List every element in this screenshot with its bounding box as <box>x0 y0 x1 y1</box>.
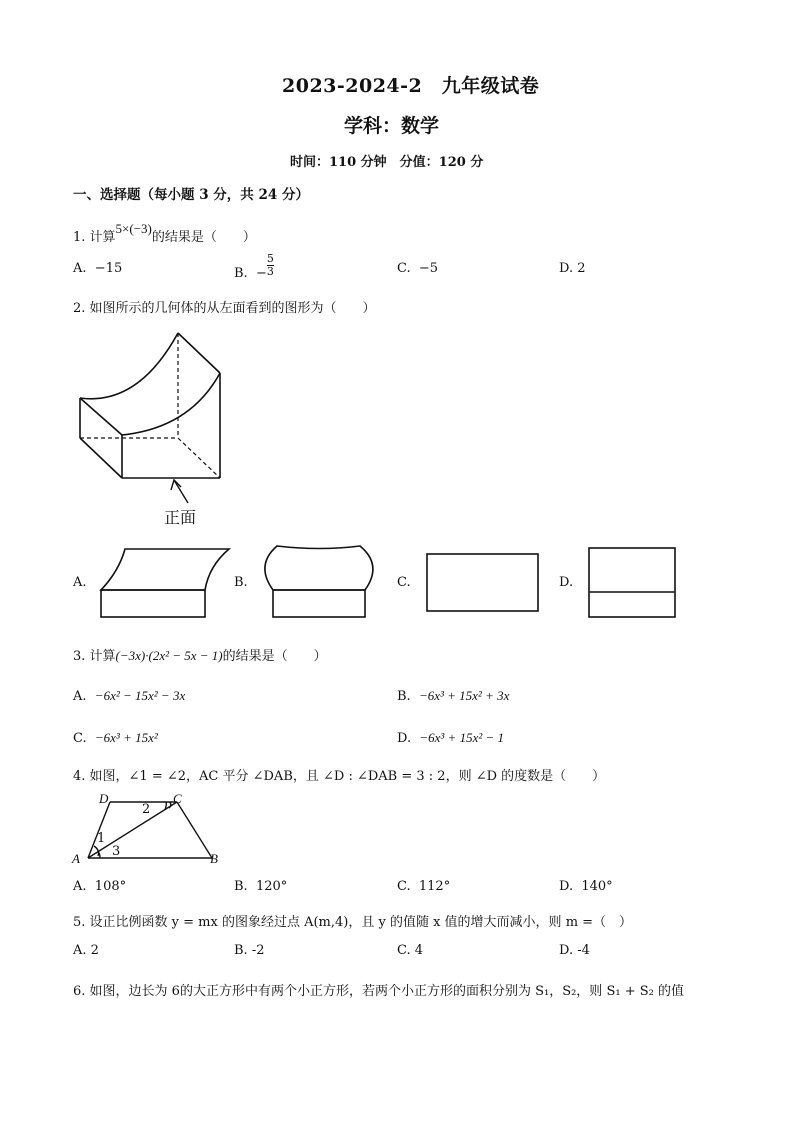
q2-option-b-label: B. <box>234 575 248 590</box>
q5-option-d <box>559 943 590 958</box>
q3-option-b <box>397 688 509 704</box>
option-label: B. <box>234 943 248 958</box>
option-text: 120° <box>255 879 288 894</box>
q1-option-d <box>559 261 586 276</box>
option-text: −15 <box>94 261 123 276</box>
q2-option-c-figure <box>426 553 541 623</box>
q3-suffix: 的结果是（ ） <box>222 649 327 664</box>
exam-title: 2023-2024-2 九年级试卷 <box>282 75 540 97</box>
option-text: −6x² − 15x² − 3x <box>94 688 186 703</box>
option-label: A. <box>73 943 87 958</box>
question-2-stem: 2. 如图所示的几何体的从左面看到的图形为（ ） <box>73 301 376 316</box>
q1-prefix: 1. 计算 <box>73 230 116 245</box>
exam-meta: 时间：110 分钟 分值：120 分 <box>290 155 484 170</box>
option-label: D. <box>559 879 574 894</box>
option-text: −5 <box>418 261 439 276</box>
q3-option-d <box>397 730 504 746</box>
option-text: −6x³ + 15x² − 1 <box>419 730 505 745</box>
option-label: B. <box>397 689 411 704</box>
question-4-stem: 4. 如图，∠1 = ∠2，AC 平分 ∠DAB，且 ∠D : ∠DAB = 3 : 2，则 ∠D 的度数是（ ） <box>73 769 606 784</box>
angle-label-2: 2 <box>142 802 151 817</box>
q4-option-c <box>397 879 450 894</box>
option-label: B. <box>234 879 248 894</box>
q4-option-b <box>234 879 287 894</box>
option-minus: − <box>255 266 267 281</box>
point-label-d: D <box>99 791 109 806</box>
option-text: 140° <box>581 879 613 894</box>
angle-label-3: 3 <box>112 844 121 859</box>
option-text: -2 <box>251 943 265 958</box>
q4-trapezoid-figure <box>72 790 232 870</box>
q5-option-a <box>73 943 99 958</box>
q1-option-a <box>73 261 122 276</box>
option-text: 2 <box>90 943 99 958</box>
q3-option-a <box>73 688 185 704</box>
q3-prefix: 3. 计算 <box>73 649 116 664</box>
q2-option-b-figure <box>265 543 380 618</box>
option-label: D. <box>559 261 574 276</box>
angle-label-1: 1 <box>97 831 106 846</box>
option-label: D. <box>559 943 574 958</box>
option-label: D. <box>397 731 412 746</box>
option-text: −6x³ + 15x² + 3x <box>418 688 510 703</box>
option-label: C. <box>397 261 411 276</box>
option-label: A. <box>73 879 87 894</box>
subject-title: 学科：数学 <box>344 115 440 137</box>
question-5-stem: 5. 设正比例函数 y = mx 的图象经过点 A(m,4)，且 y 的值随 x 值的增大而减小，则 m =（ ） <box>73 915 633 930</box>
q5-option-b <box>234 943 265 958</box>
q5-option-c <box>397 943 423 958</box>
q1-option-b <box>234 252 274 281</box>
q3-option-c <box>73 730 158 746</box>
fraction-denominator: 3 <box>266 265 274 278</box>
question-1-stem <box>73 221 256 245</box>
point-label-b: B <box>210 851 218 866</box>
q2-option-a-label: A. <box>73 575 87 590</box>
option-label: B. <box>234 266 248 281</box>
option-label: A. <box>73 689 87 704</box>
q3-expression: (−3x)·(2x² − 5x − 1) <box>115 648 223 663</box>
section-heading: 一、选择题（每小题 3 分，共 24 分） <box>73 187 309 203</box>
option-text: 108° <box>94 879 127 894</box>
front-curve <box>122 373 220 435</box>
q2-option-d-label: D. <box>559 575 574 590</box>
back-curve <box>80 333 178 399</box>
q2-option-a-figure <box>99 546 229 621</box>
question-3-stem <box>73 645 327 664</box>
q2-solid-figure <box>78 328 238 528</box>
point-label-c: C <box>173 791 182 806</box>
q1-option-c <box>397 261 438 276</box>
option-label: C. <box>73 731 87 746</box>
q1-suffix: 的结果是（ ） <box>151 230 256 245</box>
option-text: −6x³ + 15x² <box>94 730 158 745</box>
option-label: C. <box>397 879 411 894</box>
option-text: 2 <box>577 261 586 276</box>
fraction-numerator: 5 <box>266 252 274 265</box>
option-label: A. <box>73 261 87 276</box>
q2-option-c-label: C. <box>397 575 411 590</box>
front-view-label: 正面 <box>164 508 197 527</box>
question-6-stem: 6. 如图，边长为 6的大正方形中有两个小正方形，若两个小正方形的面积分别为 S₁，S₂，则 S₁ + S₂ 的值 <box>73 984 684 999</box>
option-label: C. <box>397 943 411 958</box>
q2-option-d-figure <box>588 547 678 622</box>
q4-option-a <box>73 879 126 894</box>
point-label-a: A <box>72 851 80 866</box>
q4-option-d <box>559 879 613 894</box>
option-text: 4 <box>414 943 424 958</box>
option-text: -4 <box>577 943 590 958</box>
option-text: 112° <box>418 879 451 894</box>
fraction <box>267 253 274 278</box>
q1-expression: 5×(−3) <box>115 221 152 236</box>
